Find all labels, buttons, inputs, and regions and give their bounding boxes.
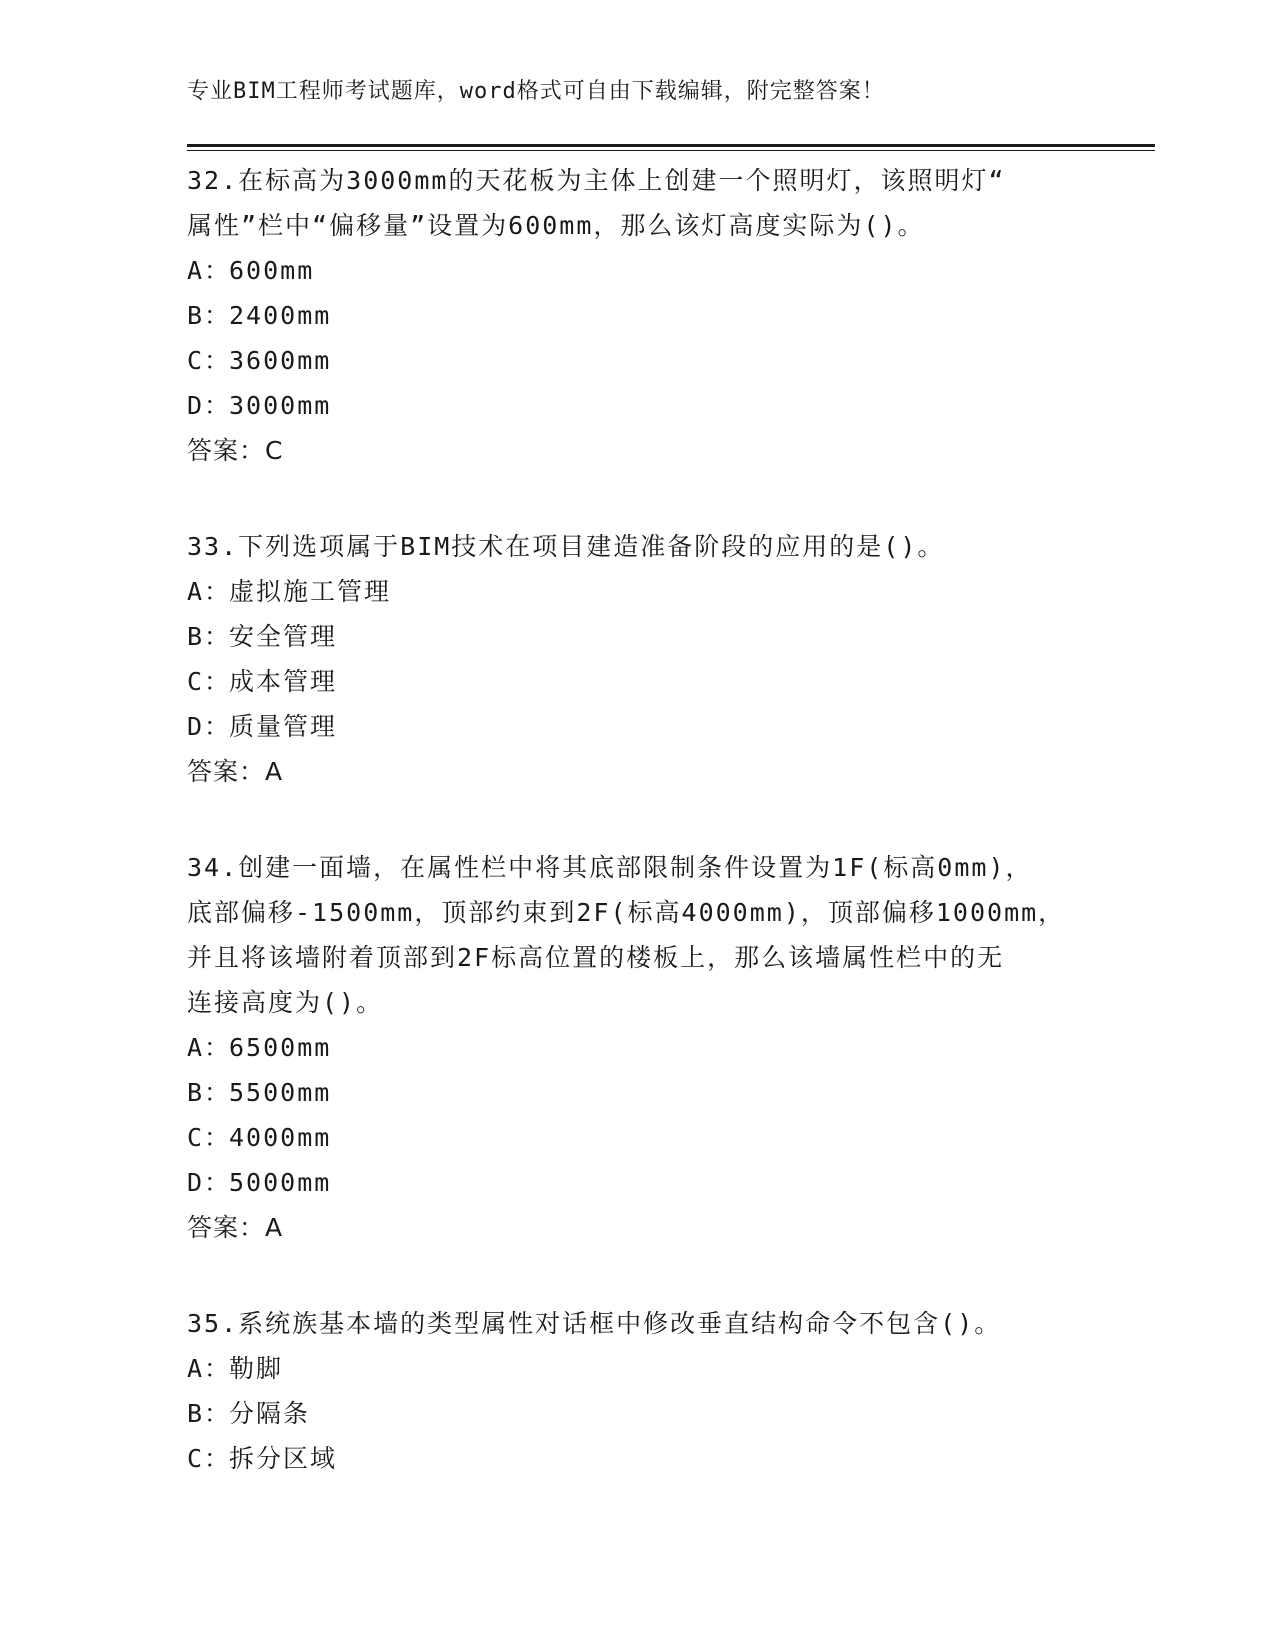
option-text: 拆分区域	[229, 1444, 338, 1473]
question-32	[187, 158, 1087, 473]
answer-line: 答案：C	[187, 436, 284, 465]
option-c	[187, 659, 1087, 704]
option-label: D：	[187, 391, 232, 420]
option-b	[187, 1070, 1087, 1115]
question-33	[187, 524, 1087, 794]
option-label: C：	[187, 346, 232, 375]
option-b	[187, 1391, 1087, 1436]
option-a	[187, 1346, 1087, 1391]
option-d	[187, 1160, 1087, 1205]
option-c	[187, 1115, 1087, 1160]
option-label: B：	[187, 1078, 232, 1107]
option-d	[187, 704, 1087, 749]
option-label: C：	[187, 1123, 232, 1152]
option-label: B：	[187, 1399, 232, 1428]
option-label: A：	[187, 256, 232, 285]
question-stem-line: 并且将该墙附着顶部到2F标高位置的楼板上，那么该墙属性栏中的无	[187, 943, 1005, 972]
option-text: 6500mm	[229, 1033, 332, 1062]
option-text: 5500mm	[229, 1078, 332, 1107]
option-a	[187, 569, 1087, 614]
option-d	[187, 383, 1087, 428]
option-label: C：	[187, 667, 232, 696]
option-a	[187, 1025, 1087, 1070]
option-text: 成本管理	[229, 667, 338, 696]
answer-line: 答案：A	[187, 757, 284, 786]
option-c	[187, 338, 1087, 383]
option-c	[187, 1436, 1087, 1481]
page-header: 专业BIM工程师考试题库，word格式可自由下载编辑，附完整答案！	[187, 79, 885, 104]
question-list	[187, 158, 1087, 1532]
option-label: B：	[187, 301, 232, 330]
question-stem-line: 32.在标高为3000mm的天花板为主体上创建一个照明灯，该照明灯“	[187, 166, 1006, 195]
option-text: 2400mm	[229, 301, 332, 330]
option-label: B：	[187, 622, 232, 651]
option-text: 质量管理	[229, 712, 338, 741]
option-b	[187, 614, 1087, 659]
option-text: 600mm	[229, 256, 315, 285]
option-text: 3000mm	[229, 391, 332, 420]
option-text: 勒脚	[229, 1354, 284, 1383]
option-text: 3600mm	[229, 346, 332, 375]
option-label: A：	[187, 577, 232, 606]
question-stem-line: 34.创建一面墙，在属性栏中将其底部限制条件设置为1F(标高0mm)，	[187, 853, 1033, 882]
option-text: 安全管理	[229, 622, 338, 651]
option-text: 4000mm	[229, 1123, 332, 1152]
question-35	[187, 1301, 1087, 1481]
option-label: D：	[187, 1168, 232, 1197]
option-label: C：	[187, 1444, 232, 1473]
option-label: A：	[187, 1033, 232, 1062]
option-a	[187, 248, 1087, 293]
option-label: A：	[187, 1354, 232, 1383]
option-label: D：	[187, 712, 232, 741]
question-stem-line: 35.系统族基本墙的类型属性对话框中修改垂直结构命令不包含()。	[187, 1309, 1002, 1338]
question-stem-line: 底部偏移-1500mm，顶部约束到2F(标高4000mm)，顶部偏移1000mm，	[187, 898, 1066, 927]
question-stem-line: 连接高度为()。	[187, 988, 384, 1017]
option-text: 分隔条	[229, 1399, 311, 1428]
header-divider-thick	[187, 144, 1155, 147]
answer-line: 答案：A	[187, 1213, 284, 1242]
header-divider-thin	[187, 150, 1155, 151]
option-text: 5000mm	[229, 1168, 332, 1197]
question-34	[187, 845, 1087, 1250]
question-stem-line: 33.下列选项属于BIM技术在项目建造准备阶段的应用的是()。	[187, 532, 945, 561]
option-text: 虚拟施工管理	[229, 577, 392, 606]
question-stem-line: 属性”栏中“偏移量”设置为600mm，那么该灯高度实际为()。	[187, 211, 925, 240]
option-b	[187, 293, 1087, 338]
